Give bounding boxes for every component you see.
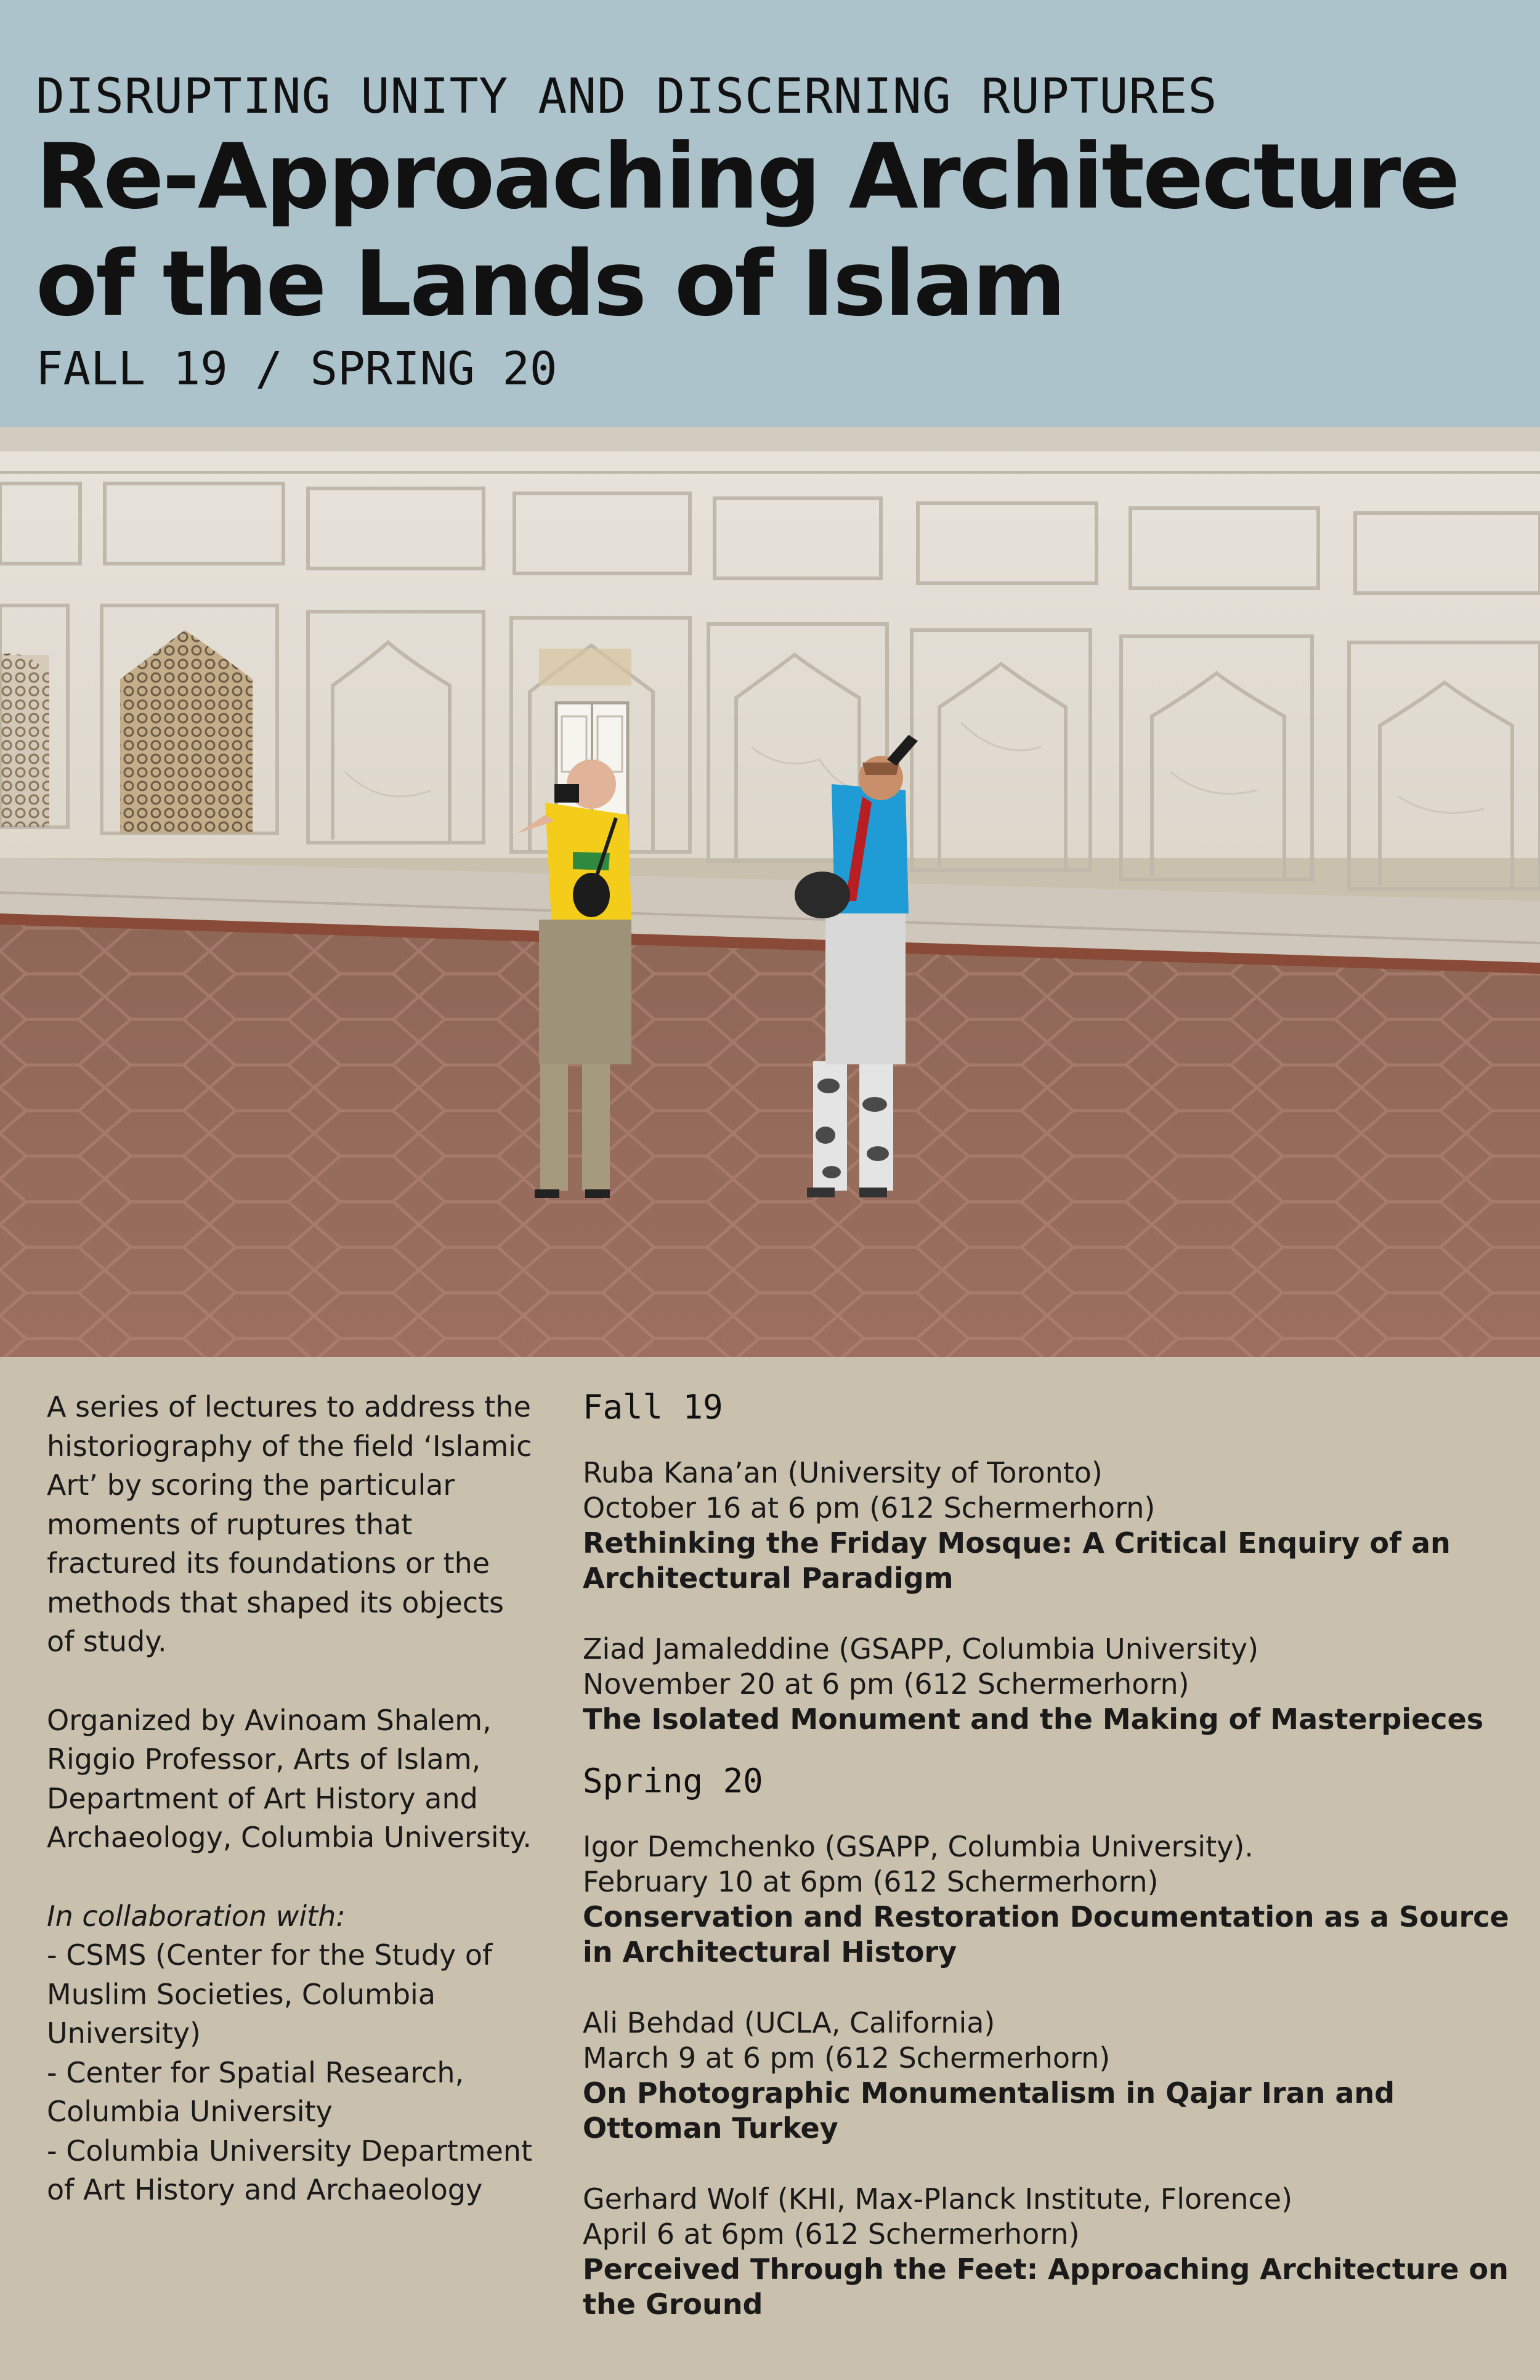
intro-column: [47, 1388, 540, 2210]
collaboration-heading: In collaboration with:: [47, 1899, 346, 1933]
series-kicker: DISRUPTING UNITY AND DISCERNING RUPTURES: [36, 69, 1218, 124]
lecture-datetime: February 10 at 6pm (612 Schermerhorn): [583, 1865, 1159, 1898]
collaborator-item: - CSMS (Center for the Study of Muslim Societies, Columbia University): [47, 1938, 493, 2050]
collaborator-item: - Center for Spatial Research, Columbia University: [47, 2055, 464, 2128]
lecture-speaker-line: [583, 1829, 1519, 1864]
lecture-datetime: March 9 at 6 pm (612 Schermerhorn): [583, 2041, 1111, 2074]
collaborator-item: - Columbia University Department of Art History and Archaeology: [47, 2134, 533, 2206]
hero-photograph: [0, 427, 1540, 1357]
speaker-affiliation: (University of Toronto): [778, 1456, 1103, 1489]
lecture-info-section: [0, 1357, 1540, 2380]
lecture-title: On Photographic Monumentalism in Qajar Iran and Ottoman Turkey: [583, 2076, 1395, 2145]
semester-heading-fall: Fall 19: [583, 1388, 723, 1427]
speaker-name: Gerhard Wolf: [583, 2182, 769, 2216]
lecture-entry: [583, 1829, 1519, 1970]
lecture-speaker-line: [583, 1632, 1519, 1667]
header-band: [0, 0, 1540, 427]
lecture-speaker-line: [583, 2006, 1519, 2041]
poster-title: [36, 123, 1459, 338]
title-line-2: of the Lands of Islam: [36, 232, 1064, 336]
collaboration-block: [47, 1897, 540, 2210]
lecture-title: Conservation and Restoration Documentation as a Source in Architectural History: [583, 1900, 1509, 1969]
speaker-name: Ziad Jamaleddine: [583, 1632, 830, 1666]
lecture-title: The Isolated Monument and the Making of Masterpieces: [583, 1702, 1484, 1736]
lecture-entry: [583, 1455, 1519, 1596]
speaker-name: Ruba Kana’an: [583, 1456, 779, 1489]
speaker-affiliation: (KHI, Max-Planck Institute, Florence): [768, 2182, 1293, 2216]
lecture-entry: [583, 1632, 1519, 1737]
lecture-title: Perceived Through the Feet: Approaching Architecture on the Ground: [583, 2252, 1509, 2321]
lecture-datetime: November 20 at 6 pm (612 Schermerhorn): [583, 1667, 1189, 1701]
semester-heading-spring: Spring 20: [583, 1762, 763, 1800]
lecture-schedule: [583, 1388, 1519, 2358]
speaker-affiliation: (GSAPP, Columbia University): [829, 1632, 1259, 1666]
lecture-speaker-line: [583, 1455, 1519, 1491]
lecture-datetime: October 16 at 6 pm (612 Schermerhorn): [583, 1491, 1156, 1524]
lecture-entry: [583, 2182, 1519, 2322]
lecture-title: Rethinking the Friday Mosque: A Critical Enquiry of an Architectural Paradigm: [583, 1526, 1451, 1595]
speaker-affiliation: (UCLA, California): [735, 2006, 995, 2039]
lecture-speaker-line: [583, 2182, 1519, 2217]
speaker-affiliation: (GSAPP, Columbia University).: [816, 1830, 1254, 1863]
speaker-name: Ali Behdad: [583, 2006, 736, 2039]
speaker-name: Igor Demchenko: [583, 1830, 816, 1863]
series-description: A series of lectures to address the historiography of the field ‘Islamic Art’ by scoring the particular moments of ruptures that fractured its foundations or the methods that shaped its objects of study.: [47, 1390, 532, 1658]
season-label: FALL 19 / SPRING 20: [36, 342, 557, 395]
lecture-entry: [583, 2006, 1519, 2146]
lecture-datetime: April 6 at 6pm (612 Schermerhorn): [583, 2217, 1080, 2251]
organizer-note: Organized by Avinoam Shalem, Riggio Professor, Arts of Islam, Department of Art History and Archaeology, Columbia University.: [47, 1703, 532, 1854]
title-line-1: Re-Approaching Architecture: [36, 124, 1459, 229]
